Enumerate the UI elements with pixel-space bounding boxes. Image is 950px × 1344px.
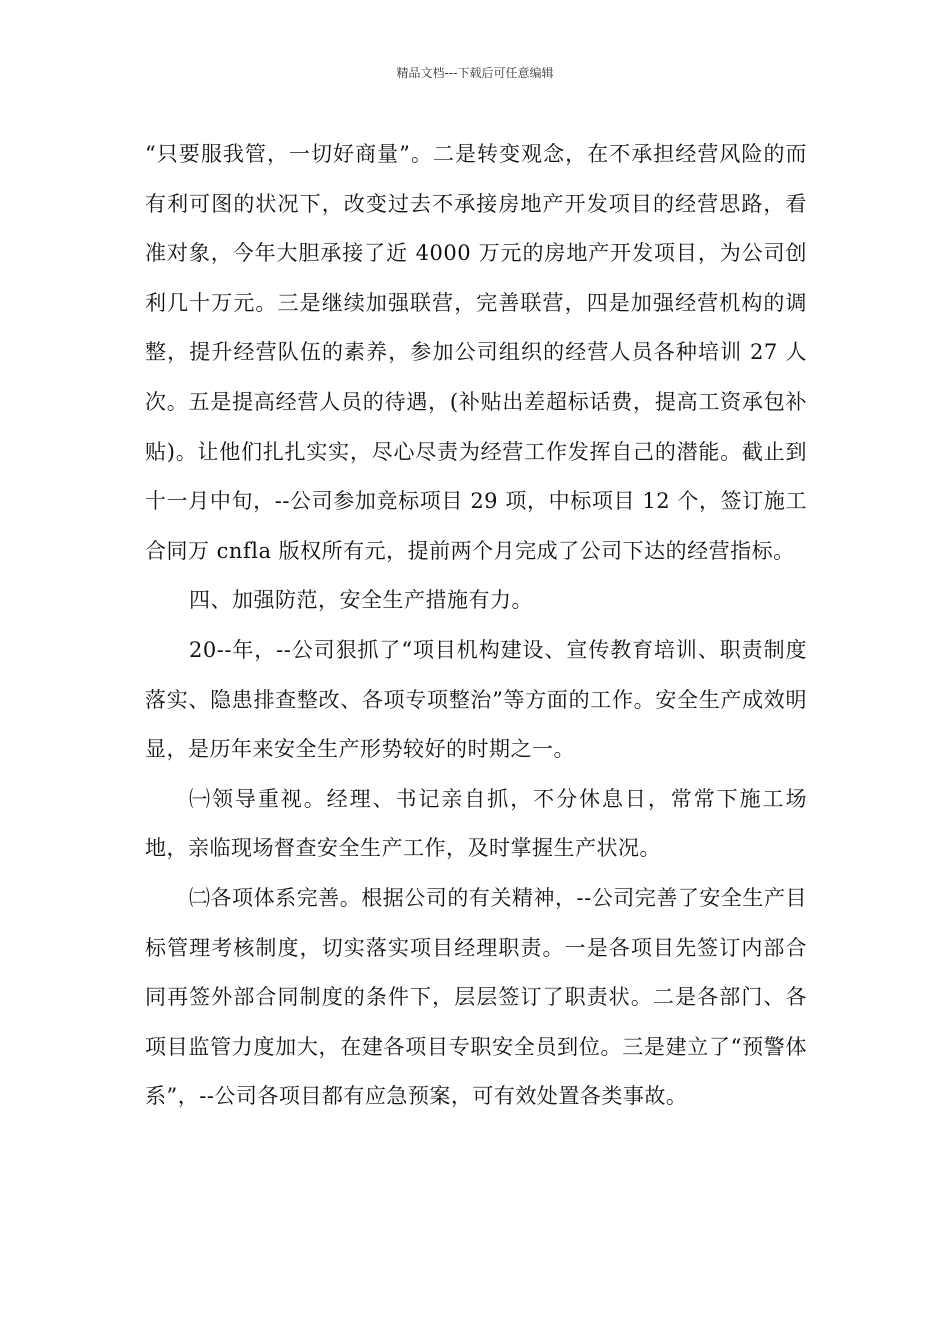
section-heading-safety: 四、加强防范，安全生产措施有力。 [189,588,533,613]
paragraph-leadership: ㈠领导重视。经理、书记亲自抓，不分休息日，常常下施工场地，亲临现场督查安全生产工作，及时掌握生产状况。 [145,786,807,861]
paragraph-safety-overview: 20--年，--公司狠抓了“项目机构建设、宣传教育培训、职责制度落实、隐患排查整改、各项专项整治”等方面的工作。安全生产成效明显，是历年来安全生产形势较好的时期之一。 [145,637,807,762]
page-header: 精品文档---下载后可任意编辑 [396,66,554,80]
paragraph-business-continued: “只要服我管，一切好商量”。二是转变观念，在不承担经营风险的而有利可图的状况下，改变过去不承接房地产开发项目的经营思路，看准对象，今年大胆承接了近 4000 万元的房地产开发项目，为公司创利几十万元。三是继续加强联营，完善联营，四是加强经营机构的调整，提升经营队伍的素养，参加公司组织的经营人员各种培训 27 人次。五是提高经营人员的待遇，(补贴出差超标话费，提高工资承包补贴)。让他们扎扎实实，尽心尽责为经营工作发挥自己的潜能。截止到十一月中旬，--公司参加竞标项目 29 项，中标项目 12 个，签订施工合同万 cnfla 版权所有元，提前两个月完成了公司下达的经营指标。 [145,142,807,563]
paragraph-systems: ㈡各项体系完善。根据公司的有关精神，--公司完善了安全生产目标管理考核制度，切实落实项目经理职责。一是各项目先签订内部合同再签外部合同制度的条件下，层层签订了职责状。二是各部门、各项目监管力度加大，在建各项目专职安全员到位。三是建立了“预警体系”，--公司各项目都有应急预案，可有效处置各类事故。 [145,885,807,1109]
document-body [145,130,807,1122]
